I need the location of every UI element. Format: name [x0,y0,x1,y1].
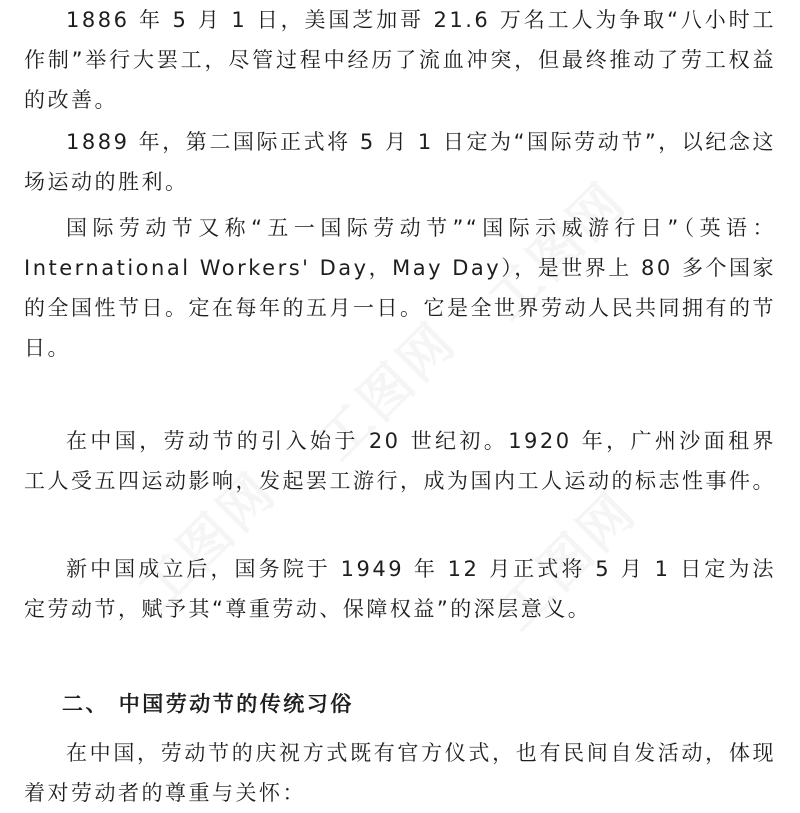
section-paragraph: 在中国，劳动节的庆祝方式既有官方仪式，也有民间自发活动，体现着对劳动者的尊重与关怀： [24,741,776,805]
watermark-logo: 工图网 [487,480,649,643]
watermark-logo: 工图网 [307,310,469,473]
paragraph-4: 在中国，劳动节的引入始于 20 世纪初。1920 年，广州沙面租界工人受五四运动影响，发起罢工游行，成为国内工人运动的标志性事件。 [24,429,776,493]
section-heading: 二、 中国劳动节的传统习俗 [62,692,354,716]
paragraph-1: 1886 年 5 月 1 日，美国芝加哥 21.6 万名工人为争取“八小时工作制”举行大罢工，尽管过程中经历了流血冲突，但最终推动了劳工权益的改善。 [24,8,776,112]
paragraph-2: 1889 年，第二国际正式将 5 月 1 日定为“国际劳动节”，以纪念这场运动的胜利。 [24,130,776,194]
watermark-logo: 工图网 [477,170,639,333]
watermark-logo: 工图网 [127,460,289,623]
paragraph-3: 国际劳动节又称“五一国际劳动节”“国际示威游行日”（英语：International Workers' Day，May Day），是世界上 80 多个国家的全国性节日。定在每年的五月一日。它是全世界劳动人民共同拥有的节日。 [24,216,776,360]
paragraph-5: 新中国成立后，国务院于 1949 年 12 月正式将 5 月 1 日定为法定劳动节，赋予其“尊重劳动、保障权益”的深层意义。 [24,557,776,621]
